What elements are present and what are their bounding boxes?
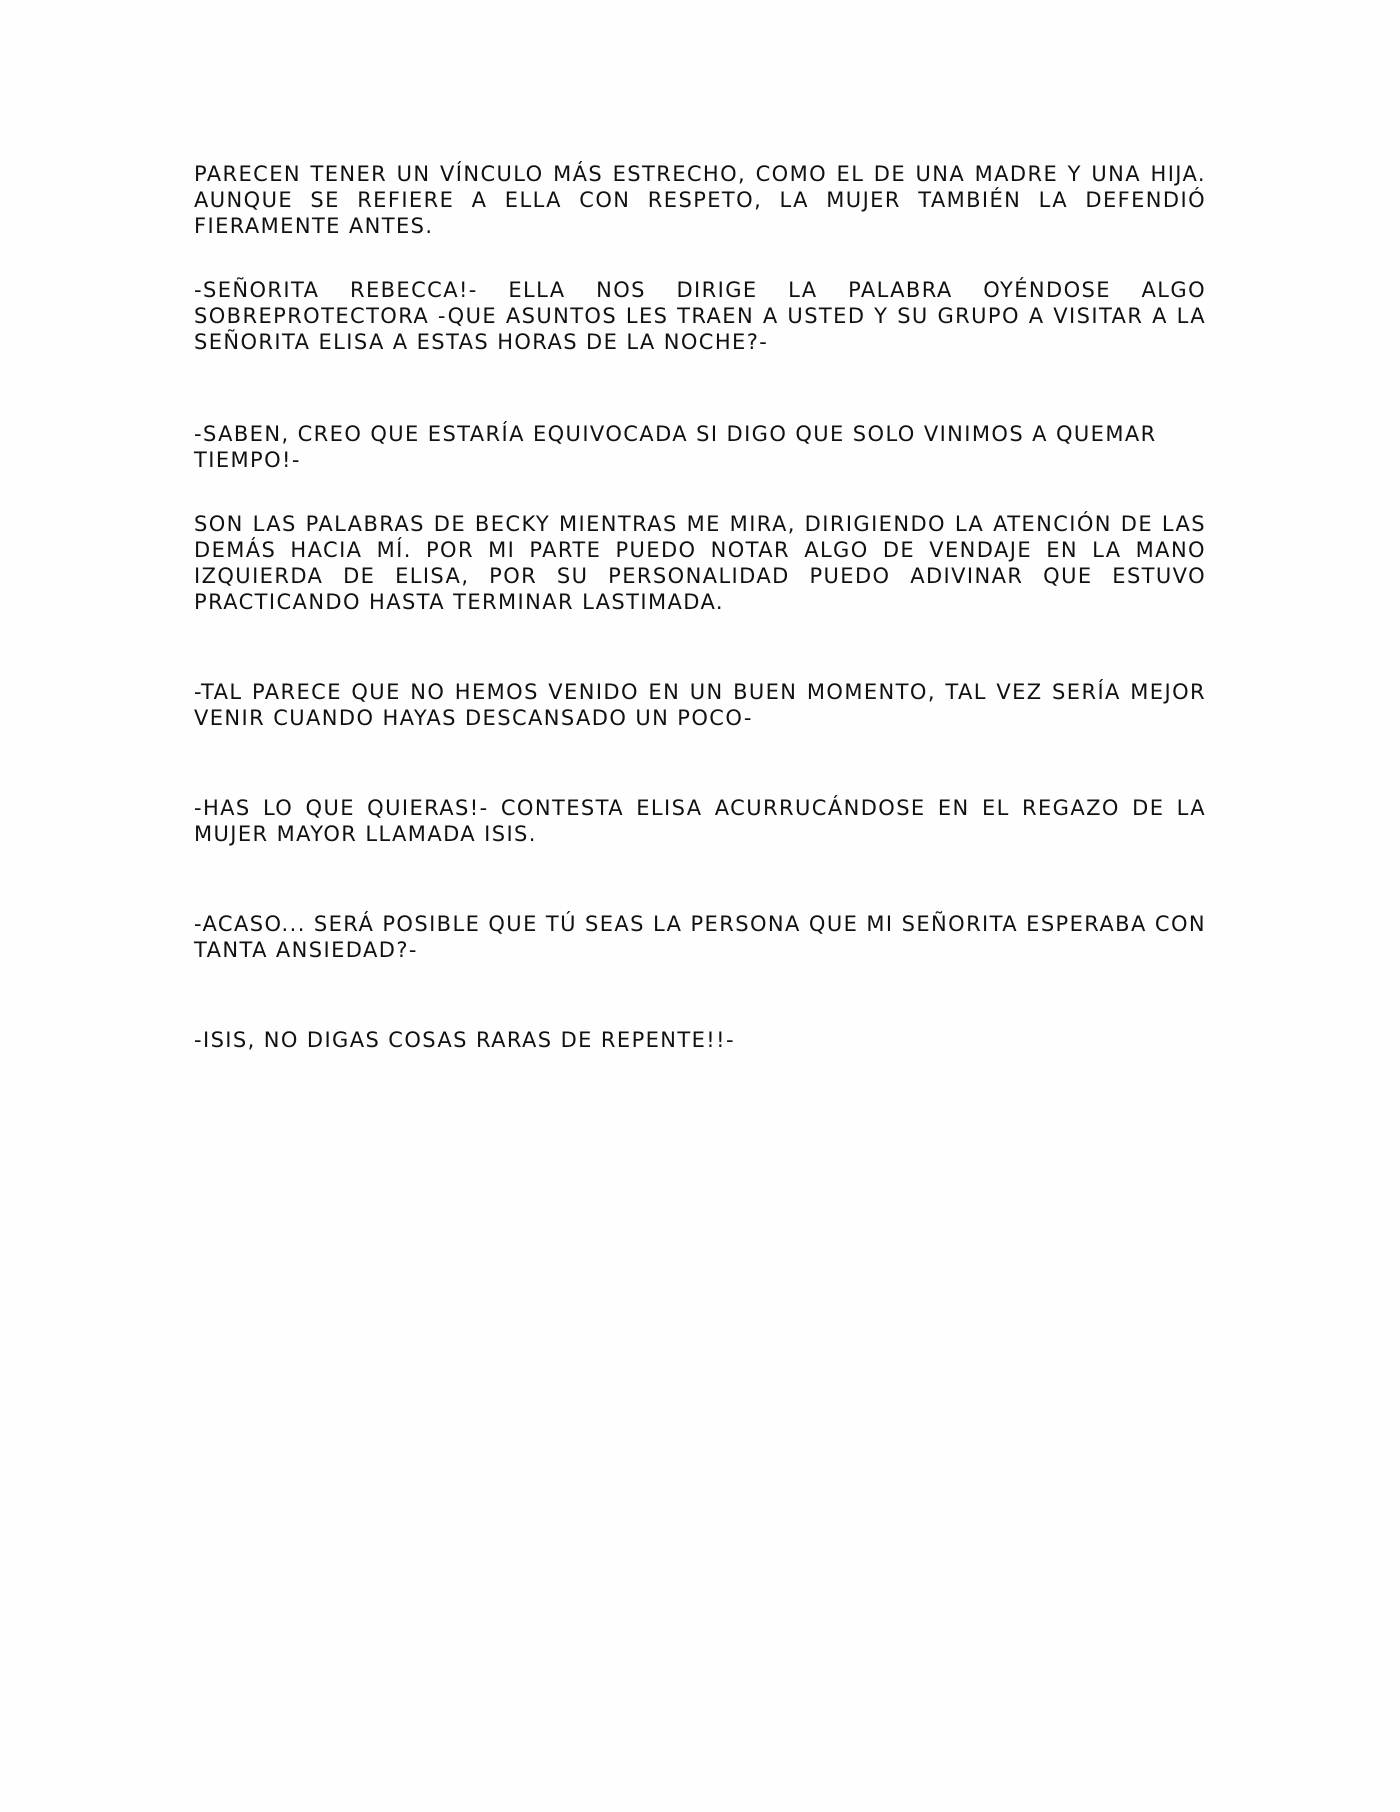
paragraph-dialogue-momento: -TAL PARECE QUE NO HEMOS VENIDO EN UN BUEN MOMENTO, TAL VEZ SERÍA MEJOR VENIR CUANDO HAYAS DESCANSADO UN POCO-: [194, 680, 1206, 730]
paragraph-narration-becky: SON LAS PALABRAS DE BECKY MIENTRAS ME MIRA, DIRIGIENDO LA ATENCIÓN DE LAS DEMÁS HACIA MÍ. POR MI PARTE PUEDO NOTAR ALGO DE VENDAJE EN LA MANO IZQUIERDA DE ELISA, POR SU PERSONALIDAD PUEDO ADIVINAR QUE ESTUVO PRACTICANDO HASTA TERMINAR LASTIMADA.: [194, 512, 1206, 614]
paragraph-dialogue-saben: -SABEN, CREO QUE ESTARÍA EQUIVOCADA SI DIGO QUE SOLO VINIMOS A QUEMAR TIEMPO!-: [194, 422, 1157, 472]
paragraph-dialogue-acaso: -ACASO... SERÁ POSIBLE QUE TÚ SEAS LA PERSONA QUE MI SEÑORITA ESPERABA CON TANTA ANSIEDAD?-: [194, 912, 1206, 962]
paragraph-dialogue-elisa: -HAS LO QUE QUIERAS!- CONTESTA ELISA ACURRUCÁNDOSE EN EL REGAZO DE LA MUJER MAYOR LLAMADA ISIS.: [194, 796, 1206, 846]
paragraph-dialogue-isis: -ISIS, NO DIGAS COSAS RARAS DE REPENTE!!-: [194, 1028, 735, 1052]
paragraph-narration-bond: PARECEN TENER UN VÍNCULO MÁS ESTRECHO, COMO EL DE UNA MADRE Y UNA HIJA. AUNQUE SE REFIERE A ELLA CON RESPETO, LA MUJER TAMBIÉN LA DEFENDIÓ FIERAMENTE ANTES.: [194, 162, 1206, 238]
paragraph-dialogue-rebecca: -SEÑORITA REBECCA!- ELLA NOS DIRIGE LA PALABRA OYÉNDOSE ALGO SOBREPROTECTORA -QUE ASUNTOS LES TRAEN A USTED Y SU GRUPO A VISITAR A LA SEÑORITA ELISA A ESTAS HORAS DE LA NOCHE?-: [194, 278, 1206, 354]
